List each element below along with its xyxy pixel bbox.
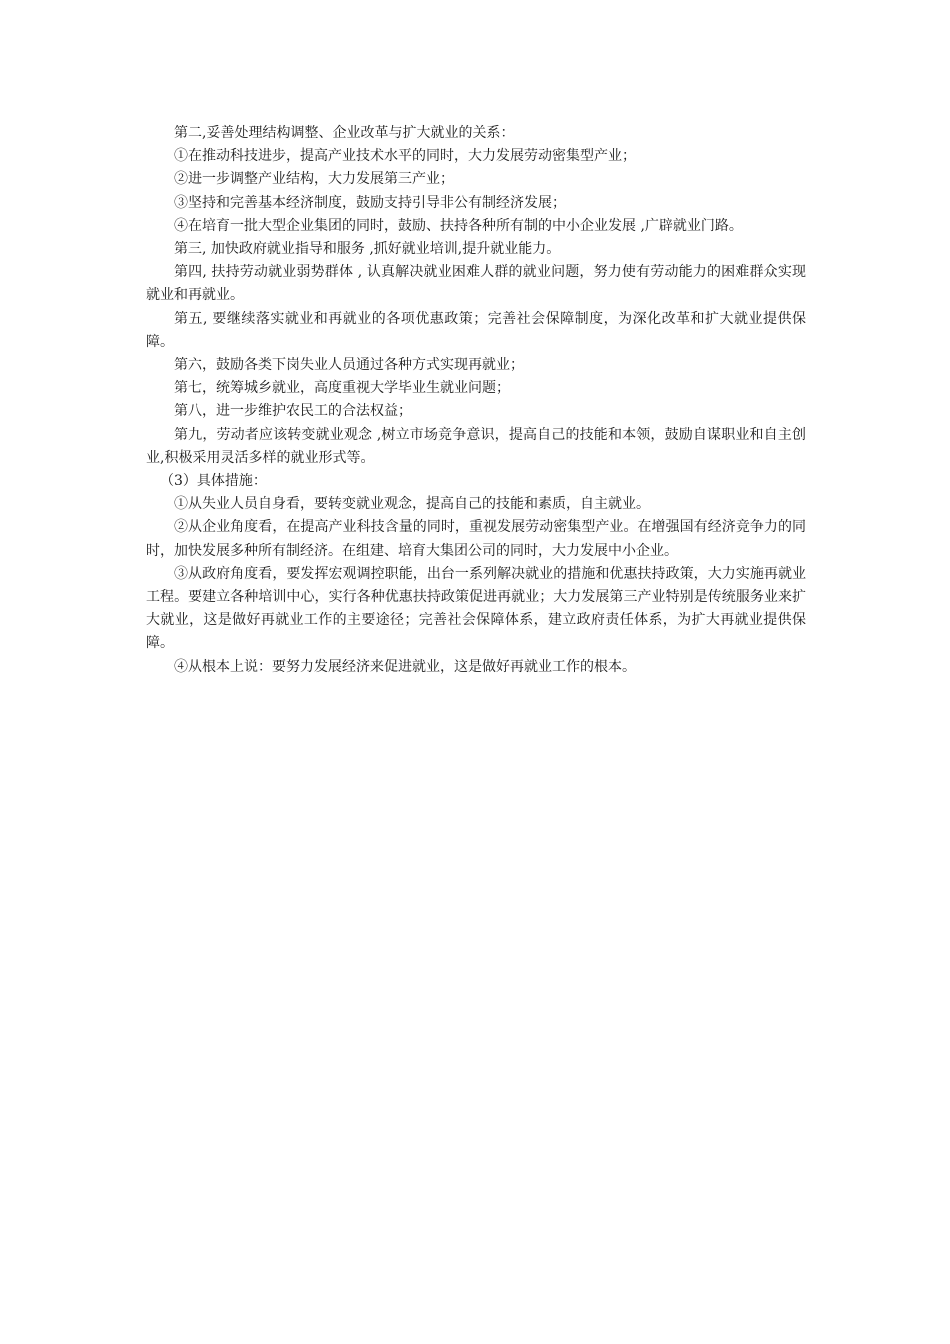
list-item: ①在推动科技进步，提高产业技术水平的同时，大力发展劳动密集型产业； [174,148,636,165]
section-heading-measures: （3）具体措施： [160,473,267,490]
document-body [146,122,806,679]
list-item: ②从企业角度看，在提高产业科技含量的同时，重视发展劳动密集型产业。在增强国有经济竞争力的同时，加快发展多种所有制经济。在组建、培育大集团公司的同时，大力发展中小企业。 [146,519,806,559]
paragraph-seventh: 第七，统筹城乡就业，高度重视大学毕业生就业问题； [174,380,510,397]
paragraph-second: 第二,妥善处理结构调整、企业改革与扩大就业的关系： [174,125,515,141]
paragraph-ninth: 第九，劳动者应该转变就业观念 ,树立市场竞争意识，提高自己的技能和本领，鼓励自谋职业和自主创业,积极采用灵活多样的就业形式等。 [146,426,806,466]
paragraph-fifth: 第五, 要继续落实就业和再就业的各项优惠政策；完善社会保障制度，为深化改革和扩大就业提供保障。 [146,310,806,350]
list-item: ④在培育一批大型企业集团的同时，鼓励、扶持各种所有制的中小企业发展 ,广辟就业门路。 [174,217,743,234]
list-item: ②进一步调整产业结构，大力发展第三产业； [174,171,454,188]
paragraph-eighth: 第八，进一步维护农民工的合法权益； [174,403,412,420]
paragraph-fourth: 第四, 扶持劳动就业弱势群体 , 认真解决就业困难人群的就业问题，努力使有劳动能力的困难群众实现就业和再就业。 [146,264,806,304]
list-item: ④从根本上说：要努力发展经济来促进就业，这是做好再就业工作的根本。 [174,658,636,675]
paragraph-sixth: 第六，鼓励各类下岗失业人员通过各种方式实现再就业； [174,357,524,374]
list-item: ③从政府角度看，要发挥宏观调控职能，出台一系列解决就业的措施和优惠扶持政策，大力实施再就业工程。要建立各种培训中心，实行各种优惠扶持政策促进再就业；大力发展第三产业特别是传统服务业来扩大就业，这是做好再就业工作的主要途径；完善社会保障体系，建立政府责任体系，为扩大再就业提供保障。 [146,565,806,652]
list-item: ①从失业人员自身看，要转变就业观念，提高自己的技能和素质，自主就业。 [174,496,650,513]
list-item: ③坚持和完善基本经济制度，鼓励支持引导非公有制经济发展； [174,194,566,211]
paragraph-third: 第三, 加快政府就业指导和服务 ,抓好就业培训,提升就业能力。 [174,241,561,258]
